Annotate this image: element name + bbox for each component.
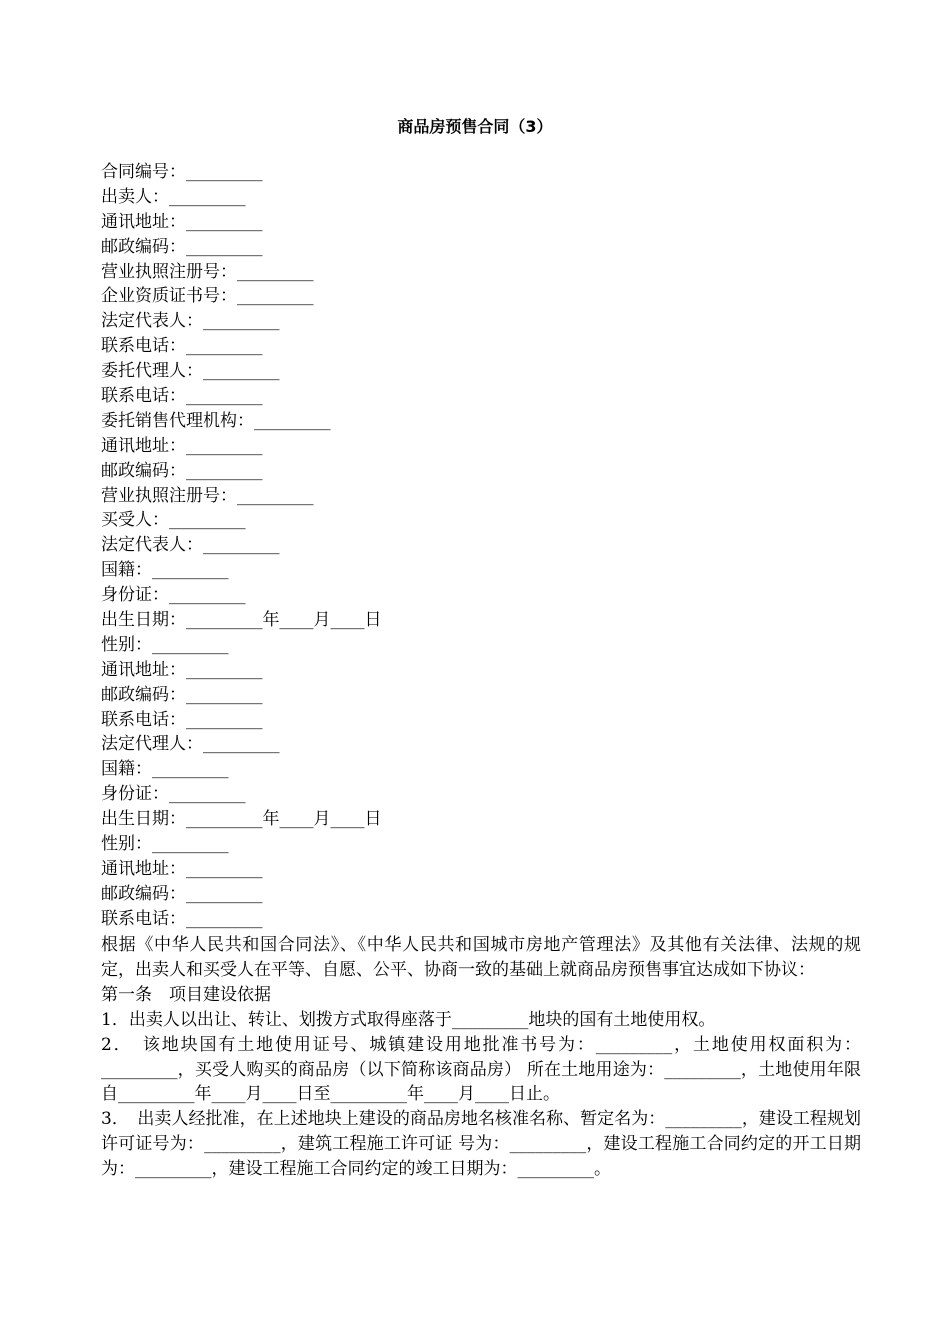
field-buyer-nationality: 国籍：_________ [101, 560, 229, 581]
field-buyer-postcode: 邮政编码：_________ [101, 684, 263, 705]
field-agency-license: 营业执照注册号：_________ [101, 485, 314, 506]
field-seller-phone: 联系电话：_________ [101, 336, 263, 357]
field-agent-gender: 性别：_________ [101, 834, 229, 855]
field-seller-legal-rep: 法定代表人：_________ [101, 311, 280, 332]
field-qualification-cert: 企业资质证书号：_________ [101, 286, 314, 307]
field-agent-id: 身份证：_________ [101, 784, 246, 805]
field-seller-address: 通讯地址：_________ [101, 211, 263, 232]
field-buyer-birthdate: 出生日期：_________年____月____日 [101, 610, 382, 631]
field-agent-birthdate: 出生日期：_________年____月____日 [101, 809, 382, 830]
field-contract-number: 合同编号：_________ [101, 162, 263, 182]
field-agency-postcode: 邮政编码：_________ [101, 460, 263, 481]
preamble-paragraph: 根据《中华人民共和国合同法》、《中华人民共和国城市房地产管理法》及其他有关法律、法规的规定，出卖人和买受人在平等、自愿、公平、协商一致的基础上就商品房预售事宜达成如下协议： [101, 935, 861, 980]
field-agent-phone: 联系电话：_________ [101, 908, 263, 929]
field-buyer: 买受人：_________ [101, 510, 246, 531]
party-info-list [101, 160, 861, 932]
field-agency-address: 通讯地址：_________ [101, 435, 263, 456]
contract-body [101, 933, 861, 1182]
clause-3-paragraph: 3． 出卖人经批准，在上述地块上建设的商品房地名核准名称、暂定名为：_________，建设工程规划许可证号为：_________，建筑工程施工许可证 号为：_________，建设工程施工合同约定的开工日期为：_________，建设工程施工合同约定的竣工日期为：_________。 [101, 1109, 861, 1180]
field-buyer-address: 通讯地址：_________ [101, 659, 263, 680]
clause-1-paragraph: 1．出卖人以出让、转让、划拨方式取得座落于_________地块的国有土地使用权。 [101, 1009, 716, 1030]
clause-2-paragraph: 2． 该地块国有土地使用证号、城镇建设用地批准书号为：_________，土地使用权面积为：_________，买受人购买的商品房（以下简称该商品房） 所在土地用途为：_________，土地使用年限自_________年____月____日至_________年____月____日止。 [101, 1034, 861, 1105]
field-buyer-phone: 联系电话：_________ [101, 709, 263, 730]
article-1-heading: 第一条 项目建设依据 [101, 984, 271, 1005]
field-agent-postcode: 邮政编码：_________ [101, 883, 263, 904]
field-business-license: 营业执照注册号：_________ [101, 261, 314, 282]
field-buyer-id: 身份证：_________ [101, 585, 246, 606]
field-buyer-legal-rep: 法定代表人：_________ [101, 535, 280, 556]
field-sales-agency: 委托销售代理机构：_________ [101, 410, 331, 431]
field-statutory-agent: 法定代理人：_________ [101, 734, 280, 755]
field-agent-nationality: 国籍：_________ [101, 759, 229, 780]
document-title: 商品房预售合同（3） [397, 117, 553, 136]
field-seller-agent-phone: 联系电话：_________ [101, 386, 263, 407]
field-agent-address: 通讯地址：_________ [101, 858, 263, 879]
field-seller-agent: 委托代理人：_________ [101, 361, 280, 382]
field-seller-postcode: 邮政编码：_________ [101, 236, 263, 257]
field-seller: 出卖人：_________ [101, 186, 246, 207]
field-buyer-gender: 性别：_________ [101, 634, 229, 655]
